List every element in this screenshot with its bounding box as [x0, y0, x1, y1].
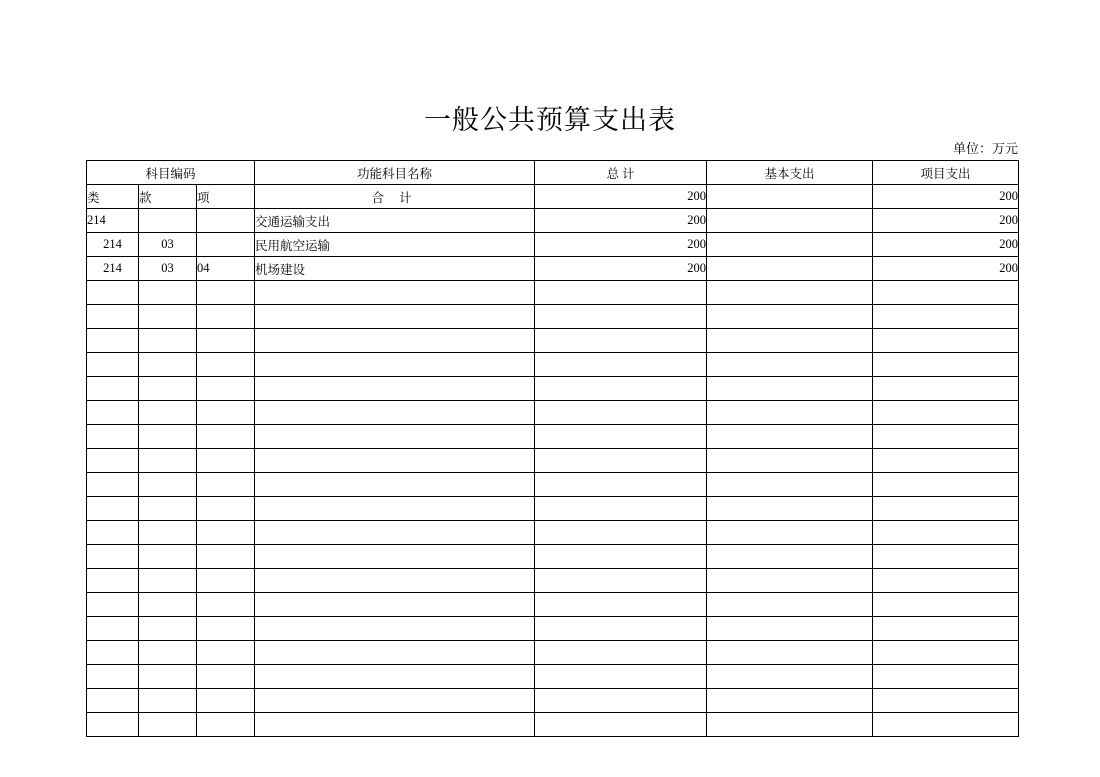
empty-cell: [255, 713, 535, 737]
empty-cell: [255, 497, 535, 521]
empty-cell: [197, 329, 255, 353]
budget-table: [86, 160, 1019, 737]
empty-cell: [873, 401, 1019, 425]
empty-cell: [255, 617, 535, 641]
empty-cell: [197, 305, 255, 329]
empty-cell: [139, 665, 197, 689]
table-head: [87, 161, 1019, 185]
header-basic-expenditure: 基本支出: [707, 161, 873, 185]
empty-cell: [707, 569, 873, 593]
empty-cell: [255, 449, 535, 473]
empty-cell: [197, 281, 255, 305]
empty-cell: [87, 593, 139, 617]
table-row-empty: [87, 617, 1019, 641]
empty-cell: [139, 497, 197, 521]
empty-cell: [255, 689, 535, 713]
empty-cell: [873, 617, 1019, 641]
empty-cell: [873, 281, 1019, 305]
table-row-empty: [87, 497, 1019, 521]
empty-cell: [707, 353, 873, 377]
empty-cell: [255, 593, 535, 617]
empty-cell: [87, 497, 139, 521]
empty-cell: [535, 353, 707, 377]
empty-cell: [707, 617, 873, 641]
table-row-empty: [87, 281, 1019, 305]
empty-cell: [255, 665, 535, 689]
table-row: [87, 209, 1019, 233]
empty-cell: [535, 617, 707, 641]
empty-cell: [255, 305, 535, 329]
empty-cell: [197, 593, 255, 617]
empty-cell: [873, 569, 1019, 593]
table-header-row-group: [87, 161, 1019, 185]
empty-cell: [139, 593, 197, 617]
row-lei: 214: [87, 209, 139, 233]
table-row-empty: [87, 641, 1019, 665]
empty-cell: [873, 593, 1019, 617]
empty-cell: [139, 377, 197, 401]
row-basic: [707, 209, 873, 233]
empty-cell: [139, 569, 197, 593]
empty-cell: [197, 497, 255, 521]
empty-cell: [197, 713, 255, 737]
table-subheader-row: [87, 185, 1019, 209]
empty-cell: [87, 617, 139, 641]
table-row-empty: [87, 665, 1019, 689]
empty-cell: [197, 473, 255, 497]
empty-cell: [139, 617, 197, 641]
table-row-empty: [87, 473, 1019, 497]
empty-cell: [87, 569, 139, 593]
empty-cell: [873, 329, 1019, 353]
empty-cell: [535, 305, 707, 329]
empty-cell: [873, 689, 1019, 713]
row-lei: 214: [87, 233, 139, 257]
empty-cell: [707, 641, 873, 665]
empty-cell: [139, 425, 197, 449]
row-xiang: 04: [197, 257, 255, 281]
empty-cell: [197, 569, 255, 593]
empty-cell: [535, 473, 707, 497]
table-row-empty: [87, 449, 1019, 473]
header-project-expenditure: 项目支出: [873, 161, 1019, 185]
row-basic: [707, 185, 873, 209]
table-row-empty: [87, 593, 1019, 617]
empty-cell: [535, 593, 707, 617]
empty-cell: [255, 281, 535, 305]
empty-cell: [535, 545, 707, 569]
empty-cell: [873, 449, 1019, 473]
empty-cell: [87, 377, 139, 401]
empty-cell: [873, 425, 1019, 449]
empty-cell: [255, 473, 535, 497]
table-row-empty: [87, 545, 1019, 569]
subheader-lei: 类: [87, 185, 139, 209]
table-row-empty: [87, 305, 1019, 329]
row-total: 200: [535, 233, 707, 257]
empty-cell: [139, 521, 197, 545]
row-project: 200: [873, 185, 1019, 209]
empty-cell: [707, 689, 873, 713]
empty-cell: [139, 689, 197, 713]
table-row-empty: [87, 425, 1019, 449]
empty-cell: [255, 569, 535, 593]
empty-cell: [139, 329, 197, 353]
empty-cell: [87, 521, 139, 545]
empty-cell: [255, 377, 535, 401]
subheader-kuan: 款: [139, 185, 197, 209]
empty-cell: [197, 377, 255, 401]
empty-cell: [139, 641, 197, 665]
empty-cell: [87, 449, 139, 473]
empty-cell: [535, 521, 707, 545]
empty-cell: [707, 425, 873, 449]
row-kuan: [139, 209, 197, 233]
empty-cell: [87, 425, 139, 449]
empty-cell: [87, 281, 139, 305]
page-title: 一般公共预算支出表: [424, 105, 676, 135]
empty-cell: [873, 545, 1019, 569]
row-total: 200: [535, 185, 707, 209]
empty-cell: [535, 497, 707, 521]
table-row-empty: [87, 521, 1019, 545]
empty-cell: [707, 329, 873, 353]
empty-cell: [139, 305, 197, 329]
row-total: 200: [535, 209, 707, 233]
table-row-empty: [87, 329, 1019, 353]
empty-cell: [535, 377, 707, 401]
empty-cell: [535, 689, 707, 713]
empty-cell: [197, 617, 255, 641]
empty-cell: [707, 401, 873, 425]
empty-cell: [139, 401, 197, 425]
empty-cell: [197, 521, 255, 545]
empty-cell: [707, 713, 873, 737]
table-row-empty: [87, 569, 1019, 593]
empty-cell: [139, 713, 197, 737]
header-code-group: 科目编码: [87, 161, 255, 185]
header-total: 总 计: [535, 161, 707, 185]
row-basic: [707, 257, 873, 281]
empty-cell: [197, 689, 255, 713]
empty-cell: [87, 689, 139, 713]
empty-cell: [87, 401, 139, 425]
empty-cell: [873, 473, 1019, 497]
empty-cell: [197, 641, 255, 665]
row-xiang: [197, 209, 255, 233]
empty-cell: [873, 665, 1019, 689]
empty-cell: [873, 305, 1019, 329]
empty-cell: [535, 329, 707, 353]
empty-cell: [873, 713, 1019, 737]
row-project: 200: [873, 233, 1019, 257]
empty-cell: [707, 665, 873, 689]
empty-cell: [535, 713, 707, 737]
empty-cell: [197, 425, 255, 449]
empty-cell: [535, 641, 707, 665]
empty-cell: [873, 377, 1019, 401]
row-name: 民用航空运输: [255, 233, 535, 257]
empty-cell: [255, 425, 535, 449]
row-kuan: 03: [139, 233, 197, 257]
row-total: 200: [535, 257, 707, 281]
empty-cell: [707, 473, 873, 497]
empty-cell: [535, 449, 707, 473]
table-row-empty: [87, 377, 1019, 401]
empty-cell: [707, 545, 873, 569]
empty-cell: [87, 713, 139, 737]
table-row: [87, 257, 1019, 281]
table-row-empty: [87, 401, 1019, 425]
empty-cell: [87, 305, 139, 329]
empty-cell: [87, 641, 139, 665]
empty-cell: [197, 545, 255, 569]
empty-cell: [873, 641, 1019, 665]
empty-cell: [87, 545, 139, 569]
empty-cell: [255, 353, 535, 377]
empty-cell: [139, 473, 197, 497]
row-project: 200: [873, 209, 1019, 233]
empty-cell: [255, 401, 535, 425]
table-row-empty: [87, 689, 1019, 713]
empty-cell: [535, 281, 707, 305]
empty-cell: [139, 545, 197, 569]
table-body: [87, 185, 1019, 737]
empty-cell: [873, 497, 1019, 521]
empty-cell: [535, 569, 707, 593]
empty-cell: [255, 329, 535, 353]
empty-cell: [535, 425, 707, 449]
unit-label: 单位：万元: [952, 141, 1018, 156]
row-lei: 214: [87, 257, 139, 281]
empty-cell: [535, 665, 707, 689]
table-row-empty: [87, 713, 1019, 737]
empty-cell: [255, 641, 535, 665]
row-basic: [707, 233, 873, 257]
empty-cell: [873, 353, 1019, 377]
budget-table-container: [86, 160, 1018, 737]
empty-cell: [707, 593, 873, 617]
empty-cell: [707, 281, 873, 305]
header-function-name: 功能科目名称: [255, 161, 535, 185]
empty-cell: [87, 473, 139, 497]
empty-cell: [87, 665, 139, 689]
row-project: 200: [873, 257, 1019, 281]
empty-cell: [139, 353, 197, 377]
empty-cell: [87, 329, 139, 353]
row-xiang: [197, 233, 255, 257]
empty-cell: [535, 401, 707, 425]
subheader-xiang: 项: [197, 185, 255, 209]
empty-cell: [707, 377, 873, 401]
empty-cell: [255, 545, 535, 569]
empty-cell: [707, 521, 873, 545]
empty-cell: [197, 449, 255, 473]
empty-cell: [87, 353, 139, 377]
empty-cell: [255, 521, 535, 545]
empty-cell: [197, 401, 255, 425]
row-kuan: 03: [139, 257, 197, 281]
row-name: 交通运输支出: [255, 209, 535, 233]
empty-cell: [873, 521, 1019, 545]
empty-cell: [197, 665, 255, 689]
empty-cell: [707, 497, 873, 521]
row-name: 机场建设: [255, 257, 535, 281]
table-row-empty: [87, 353, 1019, 377]
empty-cell: [707, 305, 873, 329]
empty-cell: [707, 449, 873, 473]
empty-cell: [139, 449, 197, 473]
row-name: 合 计: [255, 185, 535, 209]
empty-cell: [139, 281, 197, 305]
table-row: [87, 233, 1019, 257]
empty-cell: [197, 353, 255, 377]
